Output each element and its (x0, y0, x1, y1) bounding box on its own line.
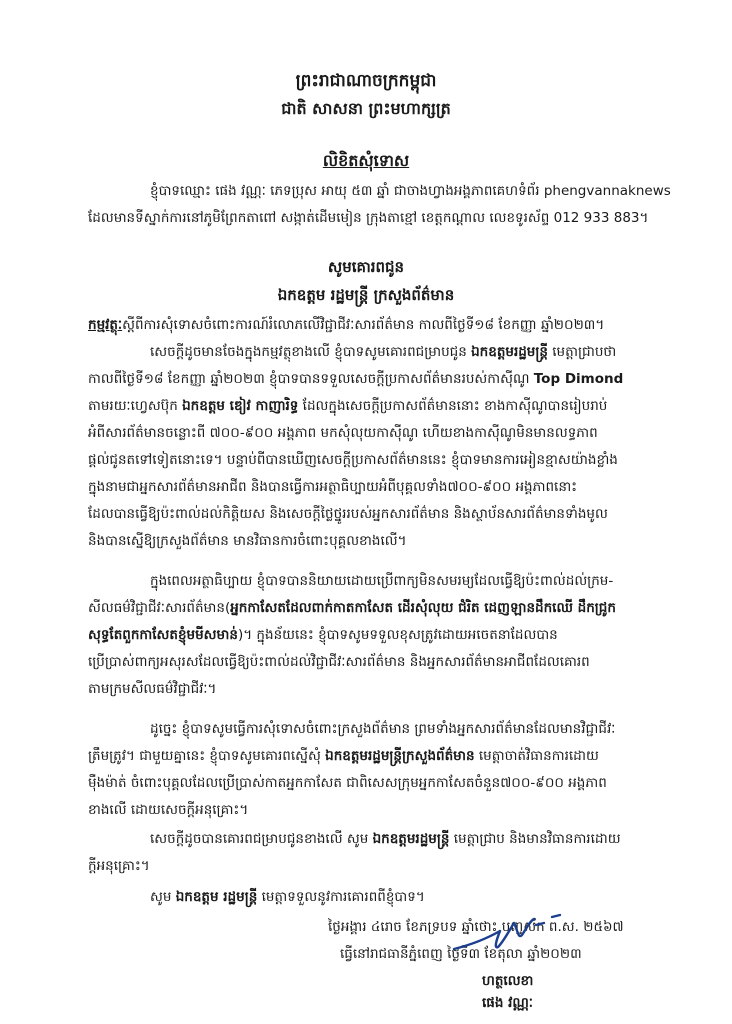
para1-text: មេត្តាជ្រាបថា (547, 344, 617, 360)
para1-line-6: ក្នុងនាមជាអ្នកសារព័ត៌មានអាជីព និងបានធ្វើការអត្ថាធិប្បាយអំពីបុគ្គលទាំង៧០០-៩០០ អង្គភាពនោះ (88, 479, 578, 495)
para1-line-8: និងបានស្នើឱ្យក្រសួងព័ត៌មាន មានវិធានការចំពោះបុគ្គលខាងលើ។ (88, 533, 407, 549)
closing-text: មេត្តាទទួលនូវការគោរពពីខ្ញុំបាទ។ (257, 889, 425, 905)
subject-text: ស្ដីពីការសុំទោសចំពោះការណ៍រំលោភលើវិជ្ជាជីវៈសារព័ត៌មាន កាលពីថ្ងៃទី១៨ ខែកញ្ញា ឆ្នាំ២០២៣។ (122, 317, 605, 333)
signature-label: ហត្ថលេខា (482, 973, 534, 989)
para1-line-4: អំពីសារព័ត៌មានចន្លោះពី ៧០០-៩០០ អង្គភាព មកសុំលុយកាស៊ីណូ ហើយខាងកាស៊ីណូមិនមានលទ្ធភាព (88, 425, 598, 441)
subject-line (88, 316, 604, 334)
para2-text: )។ ក្នុងន័យនេះ ខ្ញុំបាទសូមទទួលខុសត្រូវដោយអចេតនាដែលបាន (237, 627, 558, 643)
para3-minister: ឯកឧត្តមរដ្ឋមន្ត្រីក្រសួងព័ត៌មាន (325, 748, 475, 764)
addressee: ឯកឧត្តម រដ្ឋមន្ត្រី ក្រសួងព័ត៌មាន (277, 286, 455, 304)
para4-minister: ឯកឧត្តមរដ្ឋមន្ត្រី (372, 831, 450, 847)
para2-line-4: ប្រើប្រាស់ពាក្យអសុរសដែលធ្វើឱ្យប៉ះពាល់ដល់វិជ្ជាជីវៈសារព័ត៌មាន និងអ្នកសារព័ត៌មានអាជីពដែលគោរព (88, 654, 590, 670)
closing-minister: ឯកឧត្តម រដ្ឋមន្ត្រី (175, 889, 258, 905)
para1-line-1 (150, 343, 616, 361)
para1-line-5: ផ្តល់ជូនតទៅទៀតនោះទេ។ បន្ទាប់ពីបានឃើញសេចក្តីប្រកាសព័ត៌មាននេះ ខ្ញុំបាទមានការអៀនខ្មាសយ៉ាងខ្លាំង (88, 452, 618, 468)
quoted-remark: អ្នកកាសែតដែលពាក់កាតកាសែត ដើរសុំលុយ ជំរិត ដេញឡានដឹកឈើ ដឹកជ្រូក (230, 600, 616, 616)
para2-line-3 (88, 626, 558, 644)
addressee-intro: សូមគោរពជូន (327, 258, 405, 276)
para1-line-2 (88, 370, 623, 388)
kingdom-heading: ព្រះរាជាណាចក្រកម្ពុជា (295, 71, 437, 91)
intro-line-2: ដែលមានទីស្នាក់ការនៅភូមិព្រែកតាពៅ សង្កាត់ដើមមៀន ក្រុងតាខ្មៅ ខេត្តកណ្ដាល លេខទូរស័ព្ទ 012 933 883។ (88, 210, 649, 226)
para1-text: សេចក្ដីដូចមានចែងក្នុងកម្មវត្ថុខាងលើ ខ្ញុំបាទសូមគោរពជម្រាបជូន (150, 344, 472, 360)
subject-label: កម្មវត្ថុៈ (88, 317, 123, 333)
para2-line-2 (88, 599, 616, 617)
para2-text: សីលធម៌វិជ្ជាជីវៈសារព័ត៌មាន( (88, 600, 231, 616)
para4-line-1 (150, 830, 621, 848)
para3-line-3: ម៉ឺងម៉ាត់ ចំពោះបុគ្គលដែលប្រើប្រាស់កាតអ្នកកាសែត ជាពិសេសក្រុមអ្នកកាសែតចំនួន៧០០-៩០០ អង្គភាព (88, 775, 607, 791)
para3-line-4: ខាងលើ ដោយសេចក្តីអនុគ្រោះ។ (88, 802, 249, 818)
para4-text: មេត្តាជ្រាប និងមានវិធានការដោយ (449, 831, 621, 847)
para1-line-7: ដែលបានធ្វើឱ្យប៉ះពាល់ដល់កិត្តិយស និងសេចក្តីថ្លៃថ្នូររបស់អ្នកសារព័ត៌មាន និងស្ថាប័នសារព័ត៌មានទាំងមូល (88, 506, 608, 522)
national-motto: ជាតិ សាសនា ព្រះមហាក្សត្រ (281, 99, 451, 118)
para1-text: តាមរយៈហ្វេសប៊ុក (88, 398, 183, 414)
casino-name: Top Dimond (533, 371, 624, 387)
para3-line-2 (88, 747, 599, 765)
closing-text: សូម (150, 889, 176, 905)
handwritten-signature (448, 905, 588, 960)
para3-line-1: ដូច្នេះ ខ្ញុំបាទសូមធ្វើការសុំទោសចំពោះក្រសួងព័ត៌មាន ព្រមទាំងអ្នកសារព័ត៌មានដែលមានវិជ្ជាជីវៈ (150, 721, 616, 737)
lunar-date: ថ្ងៃអង្គារ ៤រោច ខែភទ្របទ ឆ្នាំថោះ បញ្ចស័ក ព.ស. ២៥៦៧ (328, 919, 624, 935)
quoted-remark: សុទ្ធតែពួកកាសែតខ្ញុំមមីសមាន់ (88, 627, 238, 643)
solar-date: ធ្វើនៅរាជធានីភ្នំពេញ ថ្ងៃទី៣ ខែតុលា ឆ្នាំ២០២៣ (340, 946, 582, 962)
para4-text: សេចក្ដីដូចបានគោរពជម្រាបជូនខាងលើ សូម (150, 831, 373, 847)
intro-line-1: ខ្ញុំបាទឈ្មោះ ផេង វណ្ណៈ ភេទប្រុស អាយុ ៥៣ ឆ្នាំ ជាចាងហ្វាងអង្គភាពគេហទំព័រ phengvannaknews (150, 183, 671, 199)
closing-line (150, 888, 425, 906)
document-title: លិខិតសុំទោស (322, 151, 410, 170)
para1-text: កាលពីថ្ងៃទី១៨ ខែកញ្ញា ឆ្នាំ២០២៣ ខ្ញុំបាទបានទទួលសេចក្ដីប្រកាសព័ត៌មានរបស់កាស៊ីណូ (88, 371, 534, 387)
para1-line-3 (88, 397, 607, 415)
para3-text: ត្រឹមត្រូវ។ ជាមួយគ្នានេះ ខ្ញុំបាទសូមគោរពស្នើសុំ (88, 748, 326, 764)
para4-line-2: ក្ដីអនុគ្រោះ។ (88, 858, 150, 874)
para2-line-1: ក្នុងពេលអត្ថាធិប្បាយ ខ្ញុំបាទបាននិយាយដោយប្រើពាក្យមិនសមរម្យដែលធ្វើឱ្យប៉ះពាល់ដល់ក្រម- (150, 573, 614, 589)
para1-text: ដែលក្នុងសេចក្ដីប្រកាសព័ត៌មាននោះ ខាងកាស៊ីណូបានរៀបរាប់ (298, 398, 608, 414)
para1-minister: ឯកឧត្តមរដ្ឋមន្ត្រី (471, 344, 548, 360)
signatory-name: ផេង វណ្ណៈ (482, 995, 534, 1011)
para3-text: មេត្តាចាត់វិធានការដោយ (474, 748, 599, 764)
para2-line-5: តាមក្រមសីលធម៌វិជ្ជាជីវៈ។ (88, 681, 217, 697)
official-name: ឯកឧត្តម ឌៀវ កាញារិទ្ធ (182, 398, 299, 414)
